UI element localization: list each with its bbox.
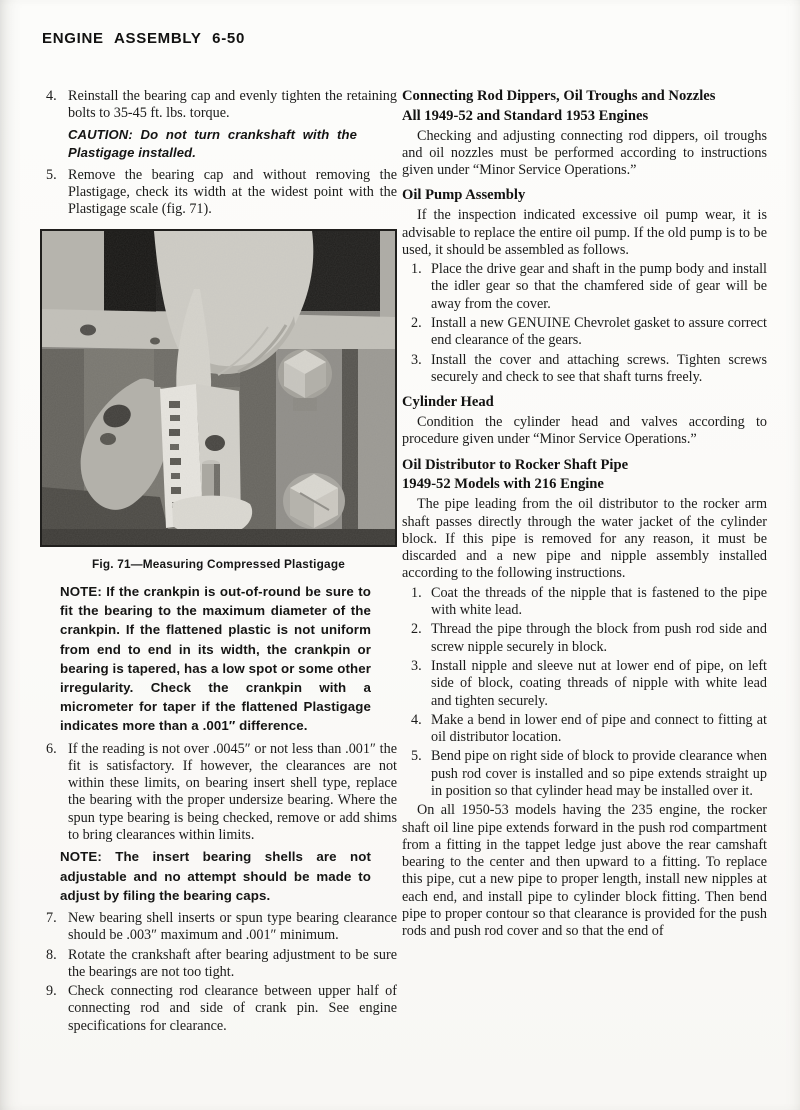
note-insert-bearing: NOTE: The insert bearing shells are not adjustable and no attempt should be made to adjust by filing the bearing caps. [60,849,371,903]
paragraph: If the inspection indicated excessive oil pump wear, it is advisable to replace the entire oil pump. If the old pump is to be used, it should be assembled as follows. [402,207,767,258]
list-text: Coat the threads of the nipple that is fastened to the pipe with white lead. [431,584,767,619]
list-number: 2. [411,315,422,332]
list-text: Install nipple and sleeve nut at lower end of pipe, on left side of block, coating threads of nipple with white lead and tighten securely. [431,657,767,709]
list-item-pump-2 [402,315,767,350]
paragraph: The pipe leading from the oil distributor to the rocker arm shaft passes directly through the water jacket of the cylinder block. If this pipe is removed for any reason, it must be discarded and a new pipe and nipple assembly installed according to the following instructions. [402,496,767,582]
note-crankpin: NOTE: If the crankpin is out-of-round be sure to fit the bearing to the maximum diameter of the crankpin. If the flattened plastic is not uniform from end to end in its width, the crankpin or bearing is tapered, has a low spot or some other irregularity. Check the crankpin with a micrometer for taper if the flattened Plastigage indicates more than a .001″ difference. [60,583,371,734]
list-item-6 [40,741,397,845]
paragraph: Condition the cylinder head and valves according to procedure given under “Minor Service Operations.” [402,414,767,448]
list-number: 2. [411,621,422,638]
list-number: 5. [46,166,57,183]
list-text: Rotate the crankshaft after bearing adjustment to be sure the bearings are not too tight. [68,946,397,980]
list-number: 4. [411,711,422,728]
list-item-pipe-2 [402,621,767,656]
list-item-pump-3 [402,352,767,387]
list-item-4 [40,88,397,123]
list-text: Thread the pipe through the block from push rod side and screw nipple securely in block. [431,621,767,655]
plastigage-measurement-photo-illustration [42,231,395,545]
list-text: Reinstall the bearing cap and evenly tighten the retaining bolts to 35-45 ft. lbs. torque. [68,88,397,122]
list-number: 3. [411,657,422,674]
list-number: 3. [411,351,422,368]
caution-note: CAUTION: Do not turn crankshaft with the Plastigage installed. [68,126,357,161]
list-number: 4. [46,88,57,104]
list-number: 1. [411,584,422,601]
paragraph: Checking and adjusting connecting rod dippers, oil troughs and oil nozzles must be performed according to instructions given under “Minor Service Operations.” [402,127,767,179]
list-text: New bearing shell inserts or spun type bearing clearance should be .003″ maximum and .001″ minimum. [68,909,397,944]
list-text: Remove the bearing cap and without removing the Plastigage, check its width at the widest point with the Plastigage scale (fig. 71). [68,166,397,218]
list-item-5 [40,167,397,219]
list-item-pump-1 [402,261,767,313]
list-number: 5. [411,748,422,765]
list-text: Place the drive gear and shaft in the pump body and install the idler gear so that the chamfered side of gear will be away from the cover. [431,261,767,312]
list-text: Make a bend in lower end of pipe and connect to fitting at oil distributor location. [431,711,767,746]
list-item-pipe-4 [402,712,767,747]
list-text: Install a new GENUINE Chevrolet gasket to assure correct end clearance of the gears. [431,315,767,349]
list-item-pipe-1 [402,585,767,620]
right-column [402,88,767,943]
section-subheading-216-engine: 1949-52 Models with 216 Engine [402,476,604,493]
list-text: If the reading is not over .0045″ or not less than .001″ the fit is satisfactory. If however, the clearances are not within these limits, on bearing insert shell type, replace the bearing with the proper undersize bearing. Where the spun type bearing is being checked, remove or add shims to bring clearances within limits. [68,740,397,844]
section-heading-oil-distributor-pipe: Oil Distributor to Rocker Shaft Pipe [402,456,629,473]
list-number: 9. [46,983,57,1000]
paragraph-closing: On all 1950-53 models having the 235 engine, the rocker shaft oil line pipe extends forward in the push rod compartment from a fitting in the tappet ledge just above the rear camshaft bearing to the center and then upward to a fitting. To replace this pipe, cut a new pipe to proper length, install new nipples at each end, and install pipe to cylinder block fitting. Then bend pipe to proper contour so that clearance is provided for the push rods and push rod cover and so that the end of [402,802,767,940]
list-number: 1. [411,261,422,278]
list-item-pipe-3 [402,658,767,710]
list-item-9 [40,983,397,1035]
figure-caption: Fig. 71—Measuring Compressed Plastigage [92,556,345,571]
section-heading-oil-pump-assembly: Oil Pump Assembly [402,187,526,204]
section-heading-connecting-rod-dippers: Connecting Rod Dippers, Oil Troughs and Nozzles [402,88,716,104]
list-number: 8. [46,946,57,963]
section-heading-cylinder-head: Cylinder Head [402,394,494,411]
list-text: Install the cover and attaching screws. Tighten screws securely and check to see that shaft turns freely. [431,351,767,385]
list-text: Check connecting rod clearance between upper half of connecting rod and side of crank pin. See engine specifications for clearance. [68,983,397,1034]
list-item-8 [40,947,397,982]
list-item-7 [40,910,397,945]
list-number: 7. [46,909,57,926]
list-text: Bend pipe on right side of block to provide clearance when push rod cover is installed and so pipe extends straight up in position so that cylinder head may be installed over it. [431,748,767,799]
page-header: ENGINE ASSEMBLY 6-50 [42,30,246,47]
list-number: 6. [46,740,57,757]
section-subheading-engines: All 1949-52 and Standard 1953 Engines [402,107,649,124]
figure-71-photo [40,229,397,547]
left-column [40,88,397,1037]
list-item-pipe-5 [402,748,767,800]
